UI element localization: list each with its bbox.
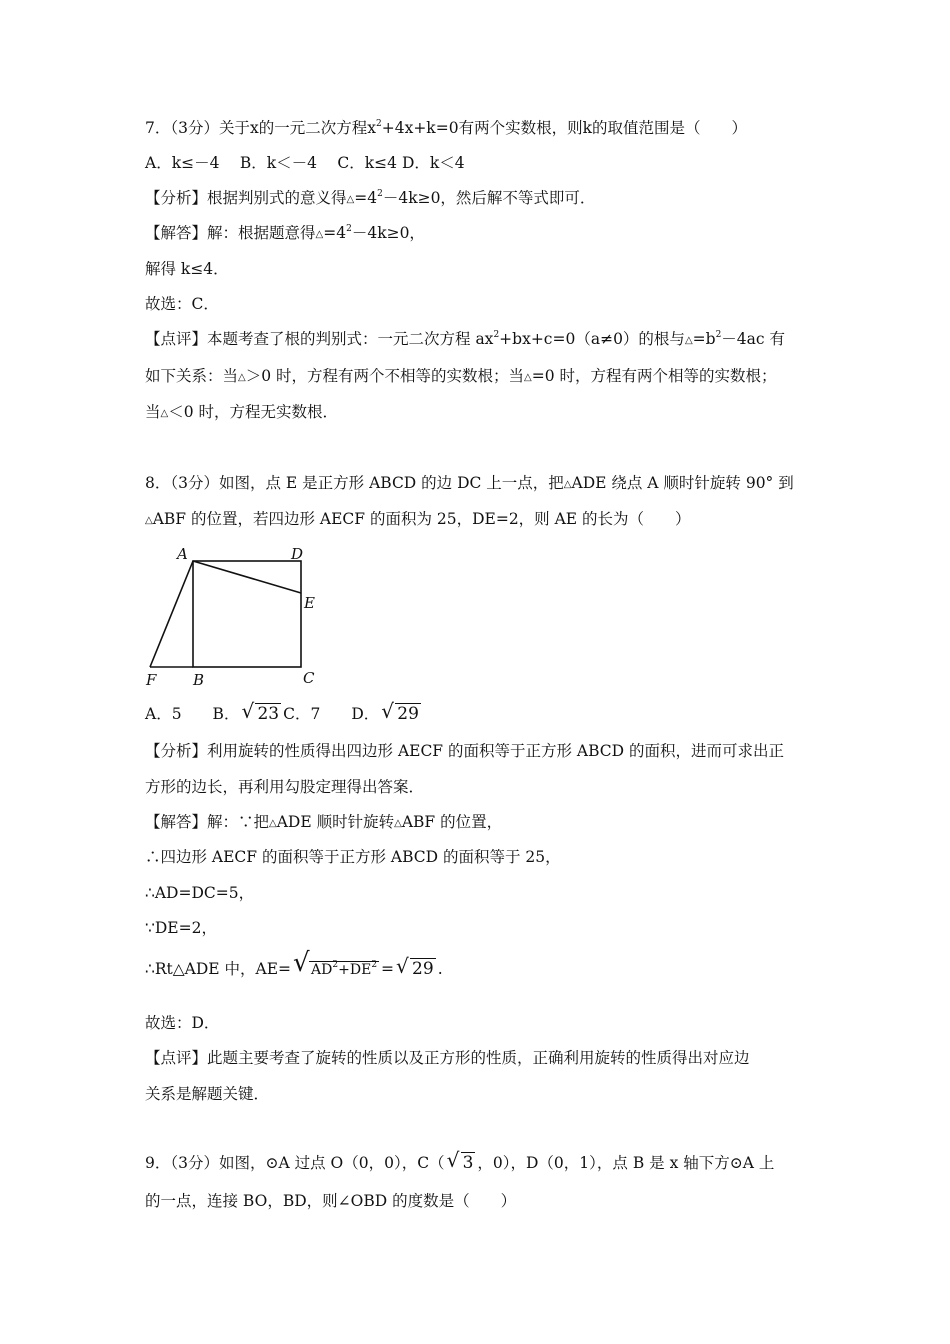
q7-comment-line3: 当△＜0 时，方程无实数根． <box>145 403 339 421</box>
q7-solution: 【解答】解：根据题意得$\triangle=4^2-4k\ge 0$， <box>145 224 425 242</box>
q8-analysis: 【分析】利用旋转的性质得出四边形 AECF 的面积等于正方形 ABCD 的面积，进而可求出正 <box>145 742 785 760</box>
q8-choice: 故选：D． <box>145 1014 220 1032</box>
q7-comment: 【点评】本题考查了根的判别式：一元二次方程 $ax^2+bx+c=0(a\ne 0)$的根与$\triangle=b^2-4ac$ 有 <box>145 330 786 348</box>
q9-stem: 9．（3分）如图，⊙A 过点 O（0，0），C（ √ 3 ，0），D（0，1），点 B 是 x 轴下方⊙A 上 <box>145 1148 775 1173</box>
q8-stem-line2: △ABF 的位置，若四边形 AECF 的面积为 25，DE=2，则 AE 的长为（ ） <box>145 510 691 528</box>
q8-figure <box>145 544 335 692</box>
sqrt-3: √ 3 <box>446 1148 474 1173</box>
q8-step1: ∴四边形 AECF 的面积等于正方形 ABCD 的面积等于 25， <box>145 848 561 866</box>
q8-comment-line2: 关系是解题关键． <box>145 1085 270 1103</box>
sqrt-29: √ 29 <box>381 699 419 724</box>
q7-choice: 故选：C． <box>145 295 219 313</box>
label-c: C <box>303 669 315 687</box>
q7-step: 解得 k≤4． <box>145 260 229 278</box>
label-b: B <box>193 671 205 689</box>
label-a: A <box>177 545 188 563</box>
label-d: D <box>291 545 304 563</box>
q8-step2: ∴AD=DC=5， <box>145 884 255 902</box>
q7-options: A．k≤－4 B．k＜－4 C．k≤4 D．k＜4 <box>145 154 465 172</box>
q7-stem: 7．（3分）关于x的一元二次方程$x^2+4x+k=0$有两个实数根，则k的取值范围是（ ） <box>145 119 747 137</box>
sqrt-ad-de: √ $AD^2+DE^2$ <box>293 948 378 978</box>
q7-analysis: 【分析】根据判别式的意义得$\triangle=4^2-4k\ge 0$，然后解不等式即可． <box>145 189 596 207</box>
sqrt-23: √ 23 <box>241 699 280 724</box>
q7-comment-line2: 如下关系：当△＞0 时，方程有两个不相等的实数根；当△=0 时，方程有两个相等的实数根； <box>145 367 777 385</box>
q8-stem: 8．（3分）如图，点 E 是正方形 ABCD 的边 DC 上一点，把△ADE 绕点 A 顺时针旋转 90° 到 <box>145 474 794 492</box>
q8-step3: ∵DE=2， <box>145 919 217 937</box>
q8-options: A．5 B． √ 23 C．7 D． √ 29 <box>145 699 419 724</box>
segment-af <box>150 561 193 667</box>
label-e: E <box>304 594 315 612</box>
q9-stem-line2: 的一点，连接 BO，BD，则∠OBD 的度数是（ ） <box>145 1192 517 1210</box>
q8-analysis-line2: 方形的边长，再利用勾股定理得出答案． <box>145 778 425 796</box>
q8-solution: 【解答】解：∵把△ADE 顺时针旋转△ABF 的位置， <box>145 813 503 831</box>
segment-ae <box>193 561 301 593</box>
label-f: F <box>146 671 157 689</box>
q8-step4: ∴Rt△ADE 中，AE= √ $AD^2+DE^2$ = √ 29 . <box>145 948 443 979</box>
sqrt-29-result: √ 29 <box>396 954 434 979</box>
q8-comment: 【点评】此题主要考查了旋转的性质以及正方形的性质，正确利用旋转的性质得出对应边 <box>145 1049 750 1067</box>
